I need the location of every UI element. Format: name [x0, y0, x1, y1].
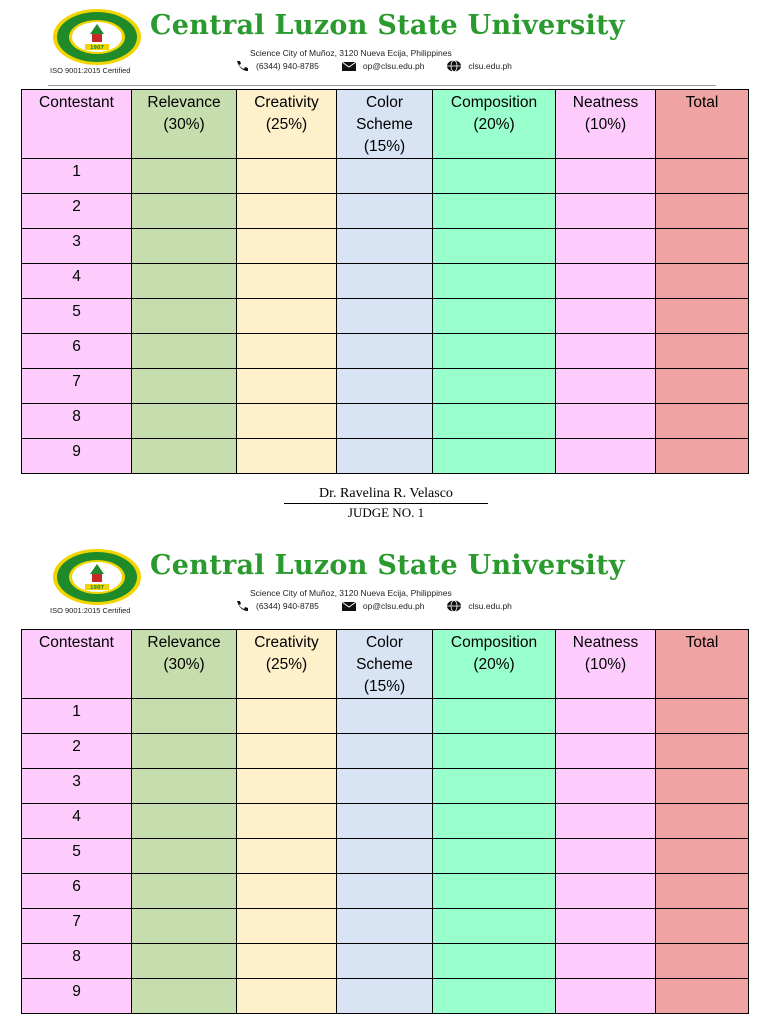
- email-icon: [341, 60, 357, 72]
- score-cell[interactable]: [556, 804, 656, 839]
- score-cell[interactable]: [337, 909, 433, 944]
- score-cell[interactable]: [656, 369, 749, 404]
- contestant-number: 4: [22, 804, 132, 839]
- table-row: [22, 159, 749, 194]
- score-cell[interactable]: [556, 734, 656, 769]
- table-row: [22, 299, 749, 334]
- judge-title: JUDGE NO. 1: [347, 505, 425, 520]
- score-cell[interactable]: [556, 404, 656, 439]
- university-seal-logo: [52, 8, 142, 66]
- column-header-neatness: Neatness (10%): [556, 90, 656, 159]
- table-header-row: [22, 90, 749, 159]
- score-cell[interactable]: [237, 769, 337, 804]
- score-cell[interactable]: [132, 264, 237, 299]
- column-header-color-scheme: Color Scheme (15%): [337, 630, 433, 699]
- score-cell[interactable]: [656, 439, 749, 474]
- score-cell[interactable]: [237, 229, 337, 264]
- contestant-number: 8: [22, 404, 132, 439]
- score-cell[interactable]: [337, 874, 433, 909]
- website: clsu.edu.ph: [468, 61, 512, 71]
- score-cell[interactable]: [656, 194, 749, 229]
- score-cell[interactable]: [656, 699, 749, 734]
- contestant-number: 1: [22, 699, 132, 734]
- score-cell[interactable]: [656, 334, 749, 369]
- email-address: op@clsu.edu.ph: [362, 61, 425, 71]
- contestant-number: 3: [22, 769, 132, 804]
- score-cell[interactable]: [433, 299, 556, 334]
- table-row: [22, 804, 749, 839]
- score-cell[interactable]: [556, 874, 656, 909]
- contestant-number: 5: [22, 839, 132, 874]
- score-cell[interactable]: [656, 839, 749, 874]
- column-header-relevance: Relevance (30%): [132, 630, 237, 699]
- score-cell[interactable]: [433, 159, 556, 194]
- email-icon: [341, 600, 357, 612]
- score-cell[interactable]: [132, 369, 237, 404]
- contestant-number: 4: [22, 264, 132, 299]
- score-cell[interactable]: [337, 769, 433, 804]
- university-seal-logo: [52, 548, 142, 606]
- score-cell[interactable]: [556, 979, 656, 1014]
- score-cell[interactable]: [433, 769, 556, 804]
- column-header-composition: Composition (20%): [433, 90, 556, 159]
- university-name: Central Luzon State University: [150, 550, 625, 581]
- contestant-number: 5: [22, 299, 132, 334]
- score-cell[interactable]: [656, 264, 749, 299]
- score-cell[interactable]: [656, 299, 749, 334]
- seal-year: 1907: [90, 45, 104, 51]
- column-header-creativity: Creativity (25%): [237, 90, 337, 159]
- score-cell[interactable]: [337, 734, 433, 769]
- column-header-contestant: Contestant: [22, 90, 132, 159]
- address: Science City of Muñoz, 3120 Nueva Ecija, Philippines: [250, 48, 452, 58]
- column-header-contestant: Contestant: [22, 630, 132, 699]
- score-cell[interactable]: [237, 699, 337, 734]
- score-cell[interactable]: [132, 699, 237, 734]
- score-cell[interactable]: [656, 874, 749, 909]
- table-row: [22, 944, 749, 979]
- score-cell[interactable]: [337, 439, 433, 474]
- score-cell[interactable]: [433, 909, 556, 944]
- score-cell[interactable]: [337, 229, 433, 264]
- score-cell[interactable]: [132, 769, 237, 804]
- column-header-composition: Composition (20%): [433, 630, 556, 699]
- score-cell[interactable]: [556, 909, 656, 944]
- phone-number: (6344) 940-8785: [256, 601, 319, 611]
- contact-line: [234, 600, 534, 612]
- table-row: [22, 699, 749, 734]
- column-header-creativity: Creativity (25%): [237, 630, 337, 699]
- score-cell[interactable]: [337, 839, 433, 874]
- score-cell[interactable]: [433, 979, 556, 1014]
- score-cell[interactable]: [132, 299, 237, 334]
- table-row: [22, 439, 749, 474]
- table-row: [22, 369, 749, 404]
- contestant-number: 7: [22, 369, 132, 404]
- score-cell[interactable]: [433, 804, 556, 839]
- table-row: [22, 839, 749, 874]
- contestant-number: 7: [22, 909, 132, 944]
- header-divider: [48, 85, 716, 86]
- score-cell[interactable]: [433, 369, 556, 404]
- university-name: Central Luzon State University: [150, 10, 625, 41]
- phone-icon: [234, 60, 250, 72]
- letterhead: [0, 0, 768, 80]
- score-cell[interactable]: [556, 439, 656, 474]
- score-cell[interactable]: [337, 334, 433, 369]
- table-header-row: [22, 630, 749, 699]
- score-cell[interactable]: [656, 229, 749, 264]
- score-cell[interactable]: [337, 299, 433, 334]
- score-cell[interactable]: [337, 804, 433, 839]
- score-cell[interactable]: [656, 979, 749, 1014]
- score-cell[interactable]: [237, 299, 337, 334]
- score-cell[interactable]: [337, 264, 433, 299]
- column-header-relevance: Relevance (30%): [132, 90, 237, 159]
- score-cell[interactable]: [132, 194, 237, 229]
- score-cell[interactable]: [237, 979, 337, 1014]
- score-cell[interactable]: [237, 194, 337, 229]
- table-row: [22, 334, 749, 369]
- score-cell[interactable]: [337, 369, 433, 404]
- table-row: [22, 979, 749, 1014]
- score-cell[interactable]: [433, 874, 556, 909]
- score-cell[interactable]: [556, 369, 656, 404]
- score-cell[interactable]: [556, 944, 656, 979]
- score-cell[interactable]: [656, 909, 749, 944]
- contestant-number: 8: [22, 944, 132, 979]
- iso-certification: ISO 9001:2015 Certified: [50, 66, 131, 75]
- score-cell[interactable]: [337, 159, 433, 194]
- website: clsu.edu.ph: [468, 601, 512, 611]
- email-address: op@clsu.edu.ph: [362, 601, 425, 611]
- score-cell[interactable]: [132, 839, 237, 874]
- score-cell[interactable]: [237, 839, 337, 874]
- score-cell[interactable]: [132, 404, 237, 439]
- column-header-total: Total: [656, 90, 749, 159]
- score-cell[interactable]: [132, 909, 237, 944]
- contestant-number: 9: [22, 439, 132, 474]
- score-table: [21, 89, 749, 474]
- score-cell[interactable]: [337, 944, 433, 979]
- letterhead: [0, 540, 768, 620]
- score-rows: [22, 159, 749, 474]
- score-cell[interactable]: [237, 264, 337, 299]
- contestant-number: 6: [22, 874, 132, 909]
- score-cell[interactable]: [337, 194, 433, 229]
- contestant-number: 9: [22, 979, 132, 1014]
- score-cell[interactable]: [237, 159, 337, 194]
- column-header-neatness: Neatness (10%): [556, 630, 656, 699]
- table-row: [22, 264, 749, 299]
- judge-name: Dr. Ravelina R. Velasco: [284, 486, 488, 504]
- score-cell[interactable]: [433, 229, 556, 264]
- contestant-number: 2: [22, 734, 132, 769]
- table-row: [22, 194, 749, 229]
- contestant-number: 6: [22, 334, 132, 369]
- score-cell[interactable]: [656, 769, 749, 804]
- score-rows: [22, 699, 749, 1014]
- globe-icon: [446, 60, 462, 72]
- score-cell[interactable]: [556, 264, 656, 299]
- contestant-number: 1: [22, 159, 132, 194]
- score-cell[interactable]: [237, 439, 337, 474]
- score-cell[interactable]: [132, 874, 237, 909]
- score-cell[interactable]: [237, 369, 337, 404]
- score-cell[interactable]: [237, 909, 337, 944]
- score-cell[interactable]: [556, 299, 656, 334]
- score-cell[interactable]: [132, 804, 237, 839]
- contestant-number: 2: [22, 194, 132, 229]
- score-cell[interactable]: [237, 944, 337, 979]
- score-cell[interactable]: [433, 194, 556, 229]
- score-cell[interactable]: [433, 334, 556, 369]
- table-row: [22, 404, 749, 439]
- score-cell[interactable]: [433, 734, 556, 769]
- phone-icon: [234, 600, 250, 612]
- score-cell[interactable]: [237, 874, 337, 909]
- column-header-total: Total: [656, 630, 749, 699]
- score-cell[interactable]: [556, 334, 656, 369]
- address: Science City of Muñoz, 3120 Nueva Ecija, Philippines: [250, 588, 452, 598]
- score-cell[interactable]: [656, 944, 749, 979]
- contact-line: [234, 60, 534, 72]
- score-cell[interactable]: [132, 439, 237, 474]
- contestant-number: 3: [22, 229, 132, 264]
- score-cell[interactable]: [556, 839, 656, 874]
- table-row: [22, 874, 749, 909]
- score-cell[interactable]: [132, 334, 237, 369]
- score-cell[interactable]: [656, 734, 749, 769]
- table-row: [22, 769, 749, 804]
- score-cell[interactable]: [433, 839, 556, 874]
- globe-icon: [446, 600, 462, 612]
- score-cell[interactable]: [132, 229, 237, 264]
- score-cell[interactable]: [433, 264, 556, 299]
- score-cell[interactable]: [433, 699, 556, 734]
- score-cell[interactable]: [132, 734, 237, 769]
- phone-number: (6344) 940-8785: [256, 61, 319, 71]
- score-cell[interactable]: [556, 699, 656, 734]
- score-cell[interactable]: [556, 159, 656, 194]
- score-cell[interactable]: [337, 404, 433, 439]
- score-table: [21, 629, 749, 1014]
- score-cell[interactable]: [556, 769, 656, 804]
- table-row: [22, 229, 749, 264]
- table-row: [22, 734, 749, 769]
- score-cell[interactable]: [337, 699, 433, 734]
- column-header-color-scheme: Color Scheme (15%): [337, 90, 433, 159]
- score-cell[interactable]: [433, 404, 556, 439]
- table-row: [22, 909, 749, 944]
- iso-certification: ISO 9001:2015 Certified: [50, 606, 131, 615]
- score-cell[interactable]: [337, 979, 433, 1014]
- score-cell[interactable]: [433, 439, 556, 474]
- score-cell[interactable]: [556, 194, 656, 229]
- score-cell[interactable]: [556, 229, 656, 264]
- score-cell[interactable]: [132, 159, 237, 194]
- score-cell[interactable]: [132, 944, 237, 979]
- score-cell[interactable]: [433, 944, 556, 979]
- seal-year: 1907: [90, 585, 104, 591]
- score-cell[interactable]: [656, 804, 749, 839]
- score-cell[interactable]: [132, 979, 237, 1014]
- score-cell[interactable]: [237, 404, 337, 439]
- score-cell[interactable]: [237, 334, 337, 369]
- score-cell[interactable]: [237, 804, 337, 839]
- score-cell[interactable]: [656, 159, 749, 194]
- score-cell[interactable]: [656, 404, 749, 439]
- score-cell[interactable]: [237, 734, 337, 769]
